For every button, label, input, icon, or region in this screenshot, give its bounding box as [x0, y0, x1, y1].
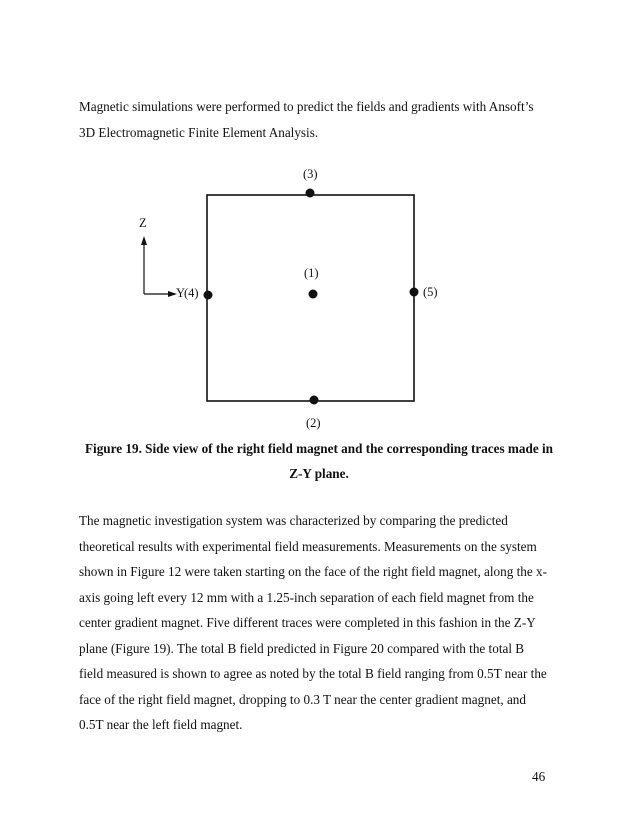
intro-line: 3D Electromagnetic Finite Element Analysis. — [79, 124, 319, 140]
y-axis-label: Y — [176, 286, 186, 300]
figure-caption-line1: Figure 19. Side view of the right field magnet and the corresponding traces made in — [84, 441, 553, 456]
figure-caption-line2: Z-Y plane. — [289, 466, 349, 481]
body-line: theoretical results with experimental field measurements. Measurements on the system — [79, 538, 537, 554]
z-axis-label: Z — [139, 216, 147, 230]
body-line: 0.5T near the left field magnet. — [79, 717, 243, 732]
trace-point-1 — [309, 290, 318, 299]
body-line: face of the right field magnet, dropping to 0.3 T near the center gradient magnet, and — [79, 691, 526, 707]
body-line: field measured is shown to agree as noted by the total B field ranging from 0.5T near the — [79, 666, 547, 681]
point-label-2: (2) — [306, 416, 321, 430]
trace-point-2 — [310, 396, 319, 405]
body-line: shown in Figure 12 were taken starting on the face of the right field magnet, along the x- — [79, 564, 548, 579]
body-line: axis going left every 12 mm with a 1.25-inch separation of each field magnet from the — [79, 589, 534, 605]
point-label-5: (5) — [423, 285, 438, 299]
body-line: The magnetic investigation system was characterized by comparing the predicted — [79, 513, 508, 528]
body-line: center gradient magnet. Five different traces were completed in this fashion in the Z-Y — [79, 615, 536, 630]
magnet-outline — [207, 195, 414, 401]
point-label-4: (4) — [184, 286, 199, 300]
point-label-3: (3) — [303, 167, 318, 181]
trace-point-3 — [306, 189, 315, 198]
body-line: plane (Figure 19). The total B field predicted in Figure 20 compared with the total B — [79, 640, 525, 656]
z-axis-arrow-icon — [141, 236, 147, 245]
point-label-1: (1) — [304, 266, 319, 280]
body-paragraph — [79, 508, 559, 738]
page-number: 46 — [532, 769, 546, 784]
intro-line: Magnetic simulations were performed to predict the fields and gradients with Ansoft’s — [79, 99, 534, 114]
trace-point-5 — [410, 288, 419, 297]
trace-point-4 — [204, 291, 213, 300]
